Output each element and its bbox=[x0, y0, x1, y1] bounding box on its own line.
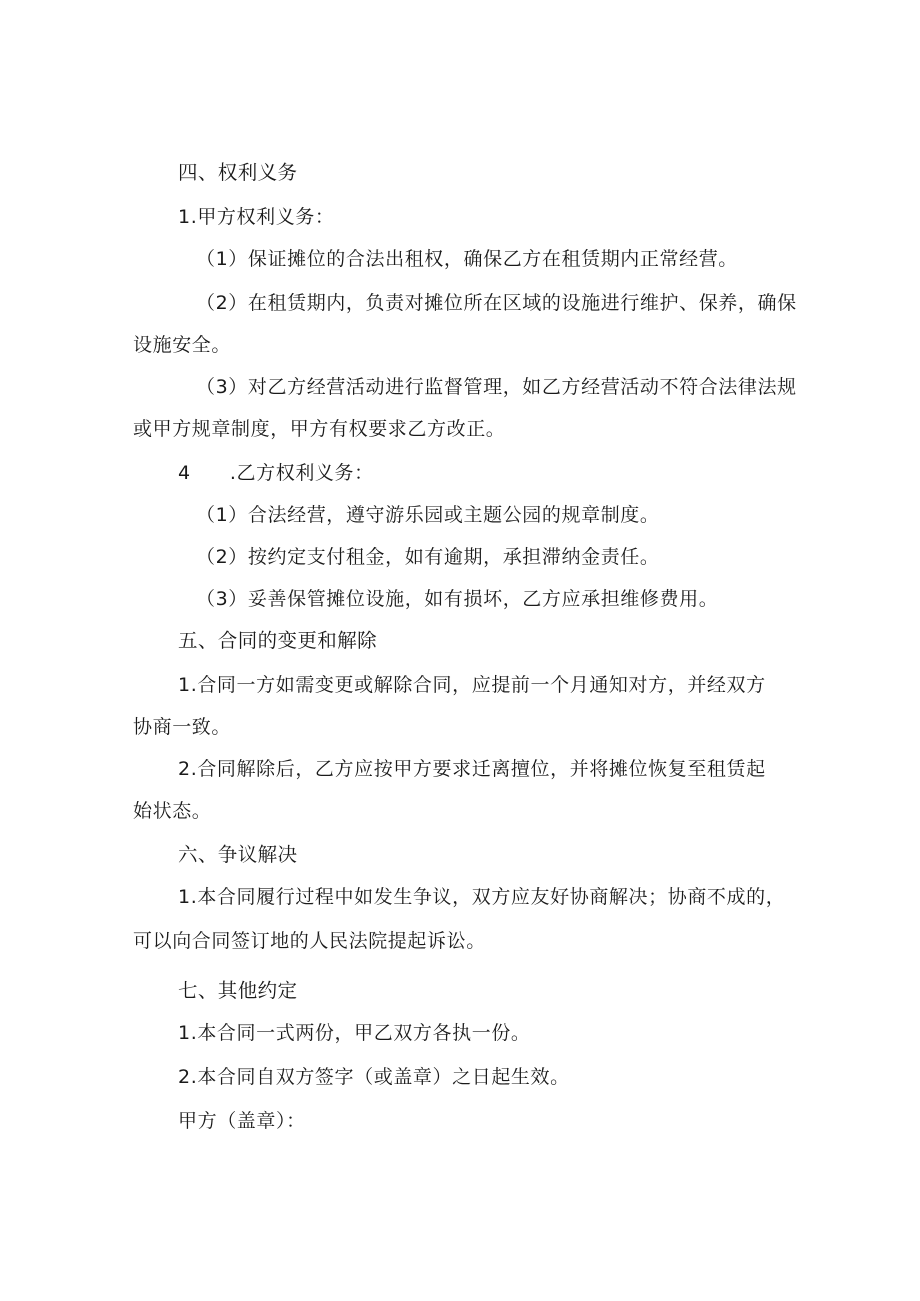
party-b-item-2: （2）按约定支付租金，如有逾期，承担滞纳金责任。 bbox=[196, 546, 660, 568]
section-7-line-2: 2.本合同自双方签字（或盖章）之日起生效。 bbox=[178, 1066, 570, 1088]
party-a-item-3: （3）对乙方经营活动进行监督管理，如乙方经营活动不符合法律法规 bbox=[196, 376, 797, 398]
party-b-item-3: （3）妥善保管摊位设施，如有损坏，乙方应承担维修费用。 bbox=[196, 588, 719, 610]
section-6-line-1-cont: 可以向合同签订地的人民法院提起诉讼。 bbox=[133, 930, 486, 952]
party-a-item-2: （2）在租赁期内，负责对摊位所在区域的设施进行维护、保养，确保 bbox=[196, 292, 797, 314]
party-a-item-3-cont: 或甲方规章制度，甲方有权要求乙方改正。 bbox=[133, 418, 506, 440]
section-4-heading: 四、权利义务 bbox=[178, 161, 298, 184]
section-6-line-1: 1.本合同履行过程中如发生争议，双方应友好协商解决；协商不成的， bbox=[178, 886, 786, 908]
party-a-seal-label: 甲方（盖章）： bbox=[178, 1110, 306, 1132]
section-7-heading: 七、其他约定 bbox=[178, 979, 298, 1002]
section-5-line-1: 1.合同一方如需变更或解除合同，应提前一个月通知对方，并经双方 bbox=[178, 674, 766, 696]
section-6-heading: 六、争议解决 bbox=[178, 843, 298, 866]
party-b-item-1: （1）合法经营，遵守游乐园或主题公园的规章制度。 bbox=[196, 504, 660, 526]
section-5-line-2-cont: 始状态。 bbox=[133, 800, 212, 822]
section-7-line-1: 1.本合同一式两份，甲乙双方各执一份。 bbox=[178, 1022, 531, 1044]
party-a-rights-title: 1.甲方权利义务： bbox=[178, 206, 335, 228]
section-5-line-1-cont: 协商一致。 bbox=[133, 716, 232, 738]
party-a-item-2-cont: 设施安全。 bbox=[133, 334, 232, 356]
section-5-heading: 五、合同的变更和解除 bbox=[178, 629, 378, 652]
party-b-rights-title: 4 .乙方权利义务： bbox=[178, 462, 374, 484]
section-5-line-2: 2.合同解除后，乙方应按甲方要求迁离擅位，并将摊位恢复至租赁起 bbox=[178, 758, 766, 780]
party-a-item-1: （1）保证摊位的合法出租权，确保乙方在租赁期内正常经营。 bbox=[196, 248, 738, 270]
